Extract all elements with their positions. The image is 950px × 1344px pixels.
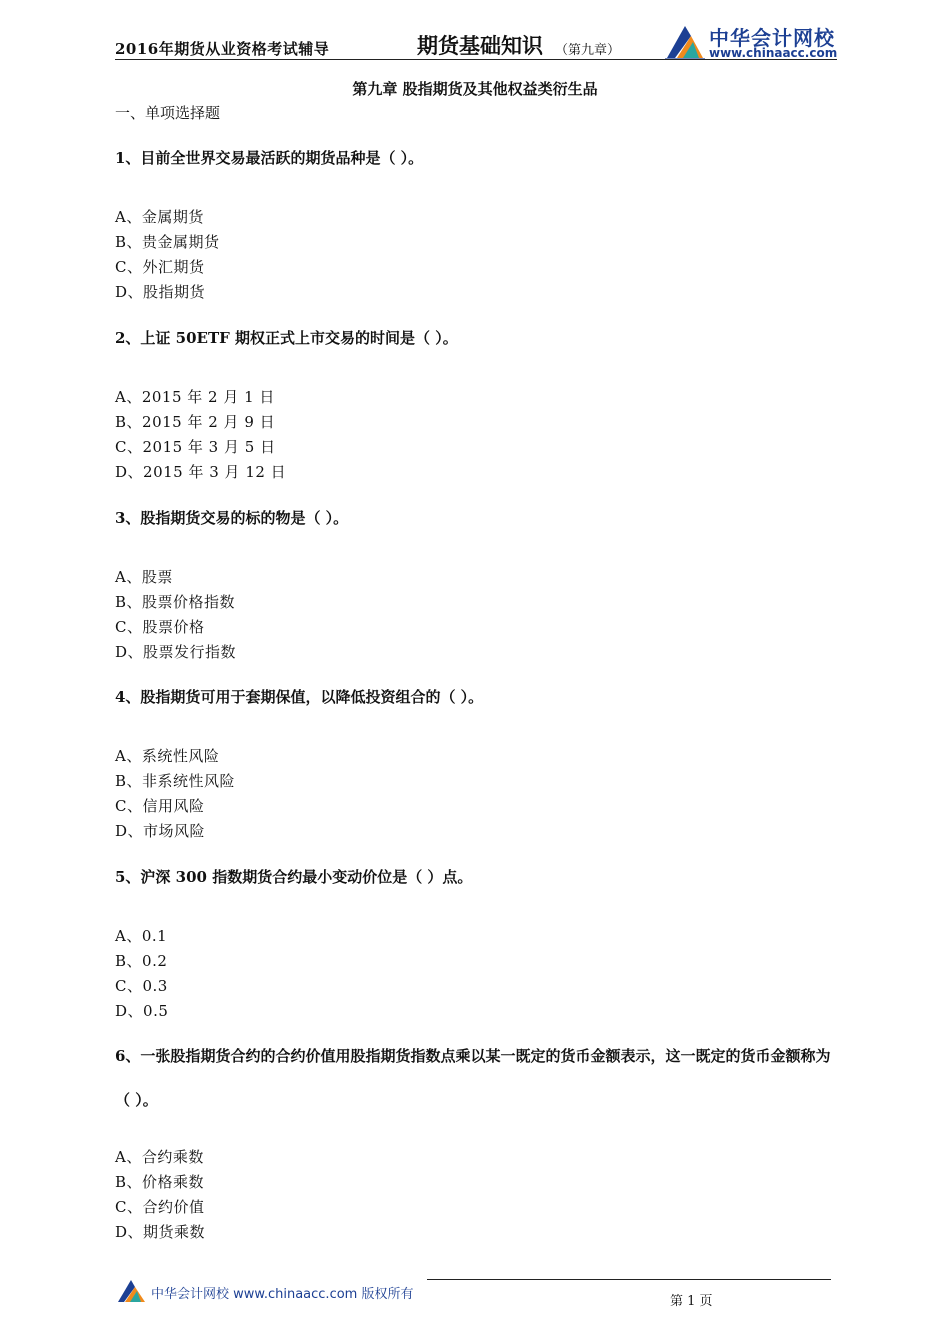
q1-option-c: C、外汇期货: [115, 258, 205, 276]
q2-option-b: B、2015 年 2 月 9 日: [115, 413, 276, 431]
q5-option-b: B、0.2: [115, 952, 168, 970]
q5-option-d: D、0.5: [115, 1002, 169, 1020]
footer-copyright: 中华会计网校 www.chinaacc.com 版权所有: [151, 1287, 414, 1302]
q1-option-d: D、股指期货: [115, 283, 206, 301]
q5-option-a: A、0.1: [115, 927, 168, 945]
page-footer: [115, 1275, 837, 1309]
q2-option-c: C、2015 年 3 月 5 日: [115, 438, 276, 456]
q6-option-a: A、合约乘数: [115, 1148, 204, 1166]
q6-option-d: D、期货乘数: [115, 1223, 206, 1241]
q3-option-d: D、股票发行指数: [115, 643, 237, 661]
footer-divider: [427, 1279, 831, 1280]
logo-name: 中华会计网校: [709, 26, 835, 50]
q5-option-c: C、0.3: [115, 977, 168, 995]
chapter-title: 第九章 股指期货及其他权益类衍生品: [352, 80, 598, 98]
question-5: 5、沪深 300 指数期货合约最小变动价位是（ ）点。: [115, 868, 473, 886]
q2-option-a: A、2015 年 2 月 1 日: [115, 388, 275, 406]
header-title: 期货基础知识: [417, 33, 543, 58]
chinaacc-logo: [663, 22, 841, 62]
q2-option-d: D、2015 年 3 月 12 日: [115, 463, 287, 481]
q4-option-b: B、非系统性风险: [115, 772, 236, 790]
question-6: 6、一张股指期货合约的合约价值用股指期货指数点乘以某一既定的货币金额表示，这一既定的货币金额称为（ ）。: [115, 1047, 831, 1109]
header-divider: [115, 59, 837, 60]
header-course-name: 2016年期货从业资格考试辅导: [115, 40, 330, 58]
header-subtitle: （第九章）: [555, 43, 621, 58]
q4-option-c: C、信用风险: [115, 797, 205, 815]
page-header: [115, 22, 837, 62]
q3-option-b: B、股票价格指数: [115, 593, 236, 611]
q6-option-b: B、价格乘数: [115, 1173, 205, 1191]
q3-option-a: A、股票: [115, 568, 173, 586]
q1-option-b: B、贵金属期货: [115, 233, 220, 251]
q3-option-c: C、股票价格: [115, 618, 205, 636]
triangle-logo-icon: [663, 22, 707, 60]
question-2: 2、上证 50ETF 期权正式上市交易的时间是（ ）。: [115, 329, 458, 347]
logo-url: www.chinaacc.com: [709, 46, 838, 60]
section-title: 一、单项选择题: [115, 104, 221, 122]
question-1: 1、目前全世界交易最活跃的期货品种是（ ）。: [115, 149, 424, 167]
question-4: 4、股指期货可用于套期保值，以降低投资组合的（ ）。: [115, 688, 484, 706]
page-number: 第 1 页: [670, 1294, 713, 1309]
q6-option-c: C、合约价值: [115, 1198, 205, 1216]
q4-option-a: A、系统性风险: [115, 747, 220, 765]
footer-logo-icon: [115, 1277, 149, 1303]
q4-option-d: D、市场风险: [115, 822, 206, 840]
question-3: 3、股指期货交易的标的物是（ ）。: [115, 509, 349, 527]
q1-option-a: A、金属期货: [115, 208, 204, 226]
